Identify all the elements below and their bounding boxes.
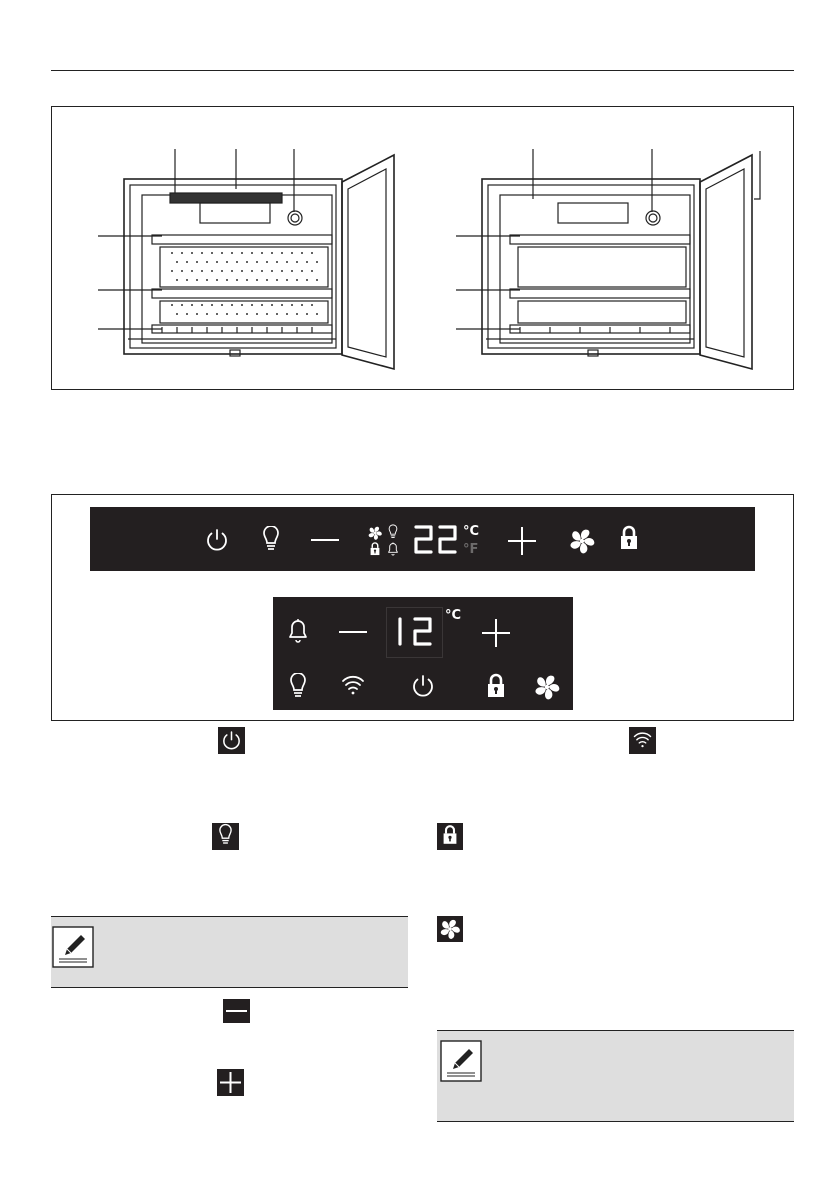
lock-icon[interactable] (484, 673, 508, 701)
unit-celsius: °C (445, 608, 462, 623)
fridge-diagrams (52, 107, 793, 389)
legend-power (218, 727, 245, 754)
note-icon (51, 925, 95, 969)
plus-icon[interactable] (508, 527, 536, 555)
note-box (437, 1030, 794, 1122)
minus-icon[interactable] (339, 630, 367, 634)
note-icon (439, 1039, 483, 1083)
wifi-icon (629, 727, 656, 754)
legend-minus (223, 999, 250, 1023)
temperature-display (393, 615, 437, 649)
legend-lock (437, 823, 463, 850)
legend-light (212, 823, 239, 850)
minus-icon[interactable] (311, 538, 339, 542)
plus-icon (217, 1069, 244, 1096)
lock-icon (437, 823, 463, 850)
unit-celsius: °C (463, 524, 480, 539)
light-icon (212, 823, 239, 850)
power-icon (218, 727, 245, 754)
control-panel-wide (90, 507, 755, 571)
status-cluster (366, 524, 402, 558)
fan-icon (437, 916, 463, 942)
note-box (51, 916, 408, 988)
power-icon[interactable] (410, 673, 436, 699)
legend-fan (437, 916, 463, 942)
light-icon[interactable] (285, 673, 311, 701)
plus-icon[interactable] (482, 619, 510, 647)
header-rule (51, 70, 794, 71)
control-panel-frame (51, 494, 794, 721)
fridge-left (98, 149, 394, 369)
wifi-icon[interactable] (339, 673, 367, 699)
lock-icon[interactable] (617, 525, 641, 553)
unit-fahrenheit: °F (463, 542, 479, 557)
power-icon[interactable] (204, 527, 230, 553)
light-icon[interactable] (258, 526, 284, 554)
temperature-display (413, 523, 461, 557)
alarm-bell-icon[interactable] (285, 617, 311, 645)
fan-icon[interactable] (568, 527, 596, 555)
legend-plus (217, 1069, 244, 1096)
minus-icon (223, 999, 250, 1023)
fridge-diagram-frame (51, 106, 794, 390)
fan-icon[interactable] (533, 673, 561, 701)
legend-wifi (629, 727, 656, 754)
fridge-right (456, 149, 760, 369)
control-panel-compact (273, 597, 573, 710)
